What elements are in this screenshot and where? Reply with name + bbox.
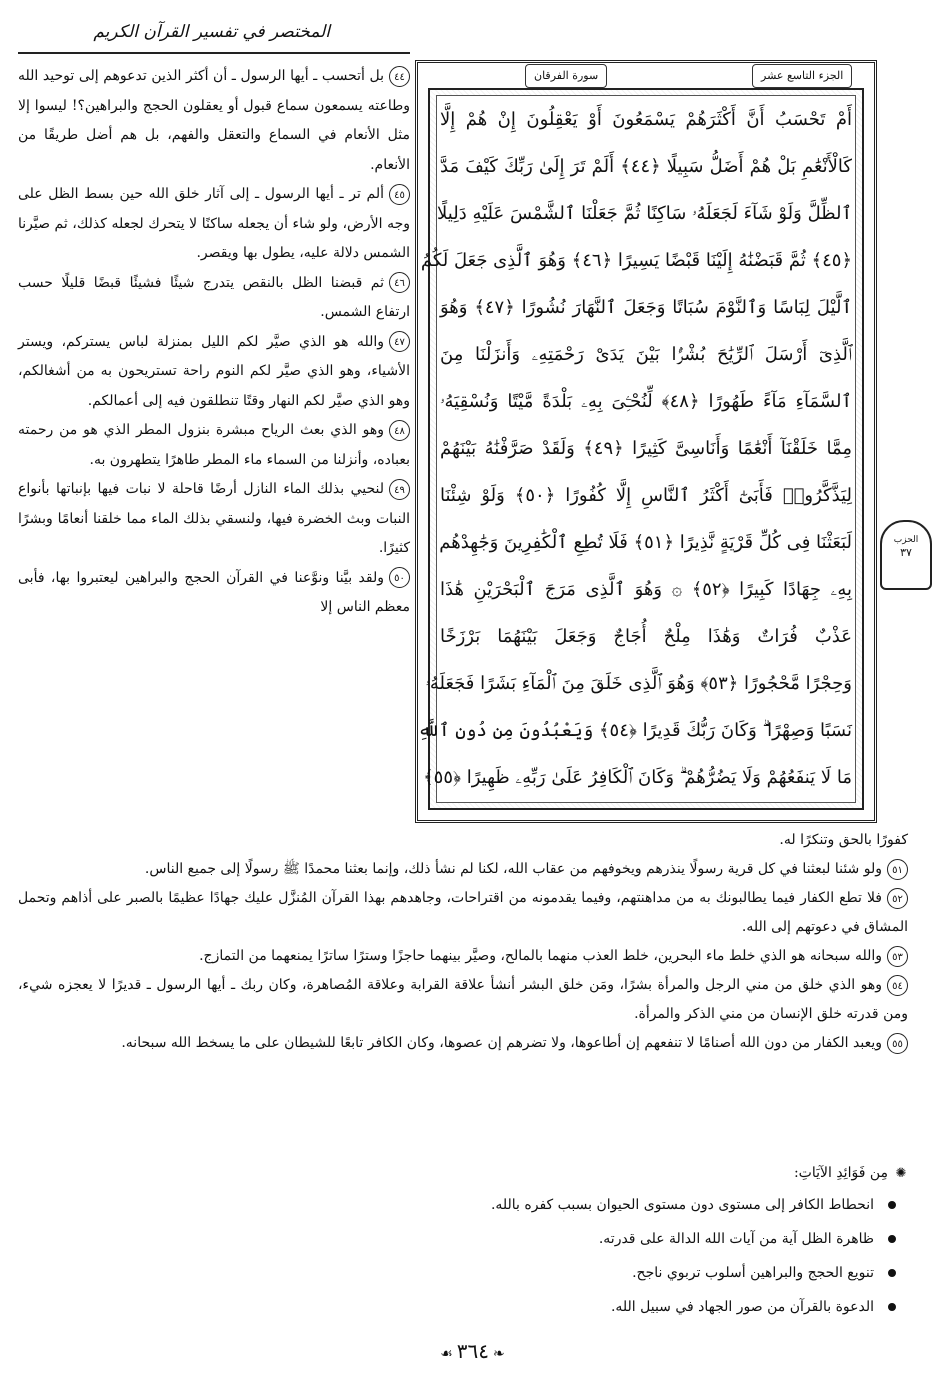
bullet-icon <box>888 1235 896 1243</box>
mushaf-line: بِهِۦ جِهَادًا كَبِيرًا ﴿٥٢﴾ ۞ وَهُوَ ٱلَّذِى مَرَجَ ٱلْبَحْرَيْنِ هَٰذَا <box>440 579 852 600</box>
mushaf-line: عَذْبٌ فُرَاتٌ وَهَٰذَا مِلْحٌ أُجَاجٌ وَجَعَلَ بَيْنَهُمَا بَرْزَخًا <box>440 626 852 647</box>
star-ornament-icon: ✺ <box>895 1166 907 1181</box>
tafsir-paragraph <box>18 269 410 328</box>
tafsir-text: ألم تر ـ أيها الرسول ـ إلى آثار خلق الله حين بسط الظل على وجه الأرض، ولو شاء أن يجعله ساكنًا لا يتحرك لجعله كذلك، ثم صيَّرنا الشمس دلالة عليه، يطول بها ويقصر. <box>18 186 410 261</box>
tafsir-text: فلا تطع الكفار فيما يطالبونك به من مداهنتهم، وفيما يقدمونه من اقتراحات، وجاهدهم بهذا القرآن المُنزَّل عليك جهادًا عظيمًا بالصبر على أذاهم وتحمل المشاق في دعوتهم إلى الله. <box>18 890 908 935</box>
mushaf-line: ٱلسَّمَآءِ مَآءً طَهُورًا ﴿٤٨﴾ لِّنُحْـِۧىَ بِهِۦ بَلْدَةً مَّيْتًا وَنُسْقِيَهُۥ <box>440 391 852 412</box>
header-divider <box>18 52 410 54</box>
tafsir-text: بل أتحسب ـ أيها الرسول ـ أن أكثر الذين تدعوهم إلى توحيد الله وطاعته يسمعون سماع قبول أو يعقلون الحجج والبراهين؟! ليسوا إلا مثل الأنعام في السماع والتعقل والفهم، بل هم أضل طريقًا من الأنعام. <box>18 68 410 173</box>
hizb-number: ٣٧ <box>900 546 912 559</box>
tafsir-column <box>18 62 410 824</box>
mushaf-line: مِمَّا خَلَقْنَآ أَنْعَٰمًا وَأَنَاسِىَّ كَثِيرًا ﴿٤٩﴾ وَلَقَدْ صَرَّفْنَٰهُ بَيْنَهُمْ <box>440 438 852 459</box>
tafsir-text: وهو الذي خلق من مني الرجل والمرأة بشرًا، ومَن خلق البشر أنشأ علاقة القرابة وعلاقة المُصاهرة، وكان ربك ـ أيها الرسول ـ قديرًا لا يعجزه شيء، ومن قدرته خلق الإنسان من مني الذكر والمرأة. <box>18 977 908 1022</box>
benefits-section <box>18 1158 908 1330</box>
tafsir-paragraph <box>18 416 410 475</box>
tafsir-paragraph <box>18 942 908 971</box>
tafsir-text: ويعبد الكفار من دون الله أصنامًا لا تنفعهم إن أطاعوها، ولا تضرهم إن عصوها، وكان الكافر تابعًا للشيطان على ما يسخط الله سبحانه. <box>121 1035 882 1051</box>
mushaf-text <box>417 96 852 800</box>
verse-number-badge: ٤٥ <box>389 184 410 205</box>
verse-number-badge: ٥٣ <box>887 946 908 967</box>
benefits-title: مِن فَوَائِدِ الآيَاتِ: <box>793 1165 888 1181</box>
juz-label: الجزء التاسع عشر <box>752 64 852 88</box>
tafsir-text: كفورًا بالحق وتنكرًا له. <box>779 832 908 848</box>
verse-number-badge: ٤٨ <box>389 420 410 441</box>
bullet-icon <box>888 1303 896 1311</box>
book-title: المختصر في تفسير القرآن الكريم <box>93 22 330 42</box>
tafsir-text: ولقد بيَّنا ونوَّعنا في القرآن الحجج والبراهين ليعتبروا بها، فأبى معظم الناس إلا <box>18 569 410 615</box>
hizb-marker-icon <box>880 520 932 590</box>
tafsir-full-width <box>18 826 908 1156</box>
mushaf-line: لَبَعَثْنَا فِى كُلِّ قَرْيَةٍ نَّذِيرًا ﴿٥١﴾ فَلَا تُطِعِ ٱلْكَٰفِرِينَ وَجَٰهِدْهُم <box>439 532 852 553</box>
bullet-icon <box>888 1201 896 1209</box>
tafsir-paragraph <box>18 328 410 417</box>
bullet-icon <box>888 1269 896 1277</box>
benefit-item <box>18 1188 908 1222</box>
tafsir-paragraph <box>18 475 410 564</box>
mushaf-line: نَسَبًا وَصِهْرًا ۗ وَكَانَ رَبُّكَ قَدِيرًا ﴿٥٤﴾ وَيَعْبُدُونَ مِن دُونِ ٱللَّهِ <box>417 720 852 741</box>
verse-number-badge: ٤٧ <box>389 331 410 352</box>
mushaf-line: ٱلظِّلَّ وَلَوْ شَآءَ لَجَعَلَهُۥ سَاكِنًا ثُمَّ جَعَلْنَا ٱلشَّمْسَ عَلَيْهِ دَلِيلًا <box>437 203 852 224</box>
verse-number-badge: ٥٢ <box>887 888 908 909</box>
verse-number-badge: ٤٦ <box>389 272 410 293</box>
mushaf-line: مَا لَا يَنفَعُهُمْ وَلَا يَضُرُّهُمْ ۗ وَكَانَ ٱلْكَافِرُ عَلَىٰ رَبِّهِۦ ظَهِيرًا ﴿٥٥﴾ <box>423 767 852 788</box>
benefit-item <box>18 1290 908 1324</box>
tafsir-text: ثم قبضنا الظل بالنقص يتدرج شيئًا فشيئًا قبضًا قليلًا حسب ارتفاع الشمس. <box>18 274 410 320</box>
ornament-icon: ☙ <box>440 1346 453 1362</box>
hizb-label: الحزب <box>893 535 919 545</box>
ornament-icon: ❧ <box>493 1346 505 1362</box>
mushaf-line: ٱلَّيْلَ لِبَاسًا وَٱلنَّوْمَ سُبَاتًا وَجَعَلَ ٱلنَّهَارَ نُشُورًا ﴿٤٧﴾ وَهُوَ <box>440 297 852 318</box>
verse-number-badge: ٤٩ <box>389 479 410 500</box>
mushaf-line: أَمْ تَحْسَبُ أَنَّ أَكْثَرَهُمْ يَسْمَعُونَ أَوْ يَعْقِلُونَ إِنْ هُمْ إِلَّا <box>440 109 852 130</box>
tafsir-text: لنحيي بذلك الماء النازل أرضًا قاحلة لا نبات فيها بإنباتها بأنواع النبات وبث الخضرة فيها، ولنسقي بذلك الماء مما خلقنا أنعامًا وبشرًا كثيرًا. <box>18 481 410 556</box>
tafsir-paragraph <box>18 971 908 1029</box>
tafsir-paragraph <box>18 180 410 269</box>
mushaf-line: ٱلَّذِىٓ أَرْسَلَ ٱلرِّيَٰحَ بُشْرًۢا بَيْنَ يَدَىْ رَحْمَتِهِۦ وَأَنزَلْنَا مِنَ <box>440 344 852 365</box>
tafsir-text: وهو الذي بعث الرياح مبشرة بنزول المطر الذي هو من رحمته بعباده، وأنزلنا من السماء ماء المطر طاهرًا يتطهرون به. <box>18 422 410 468</box>
tafsir-paragraph <box>18 884 908 942</box>
verse-number-badge: ٥٥ <box>887 1033 908 1054</box>
page-number <box>405 1336 540 1366</box>
page-number-text: ٣٦٤ <box>456 1339 490 1363</box>
tafsir-text: والله سبحانه هو الذي خلط ماء البحرين، خلط العذب منهما بالمالح، وصيَّر بينهما حاجزًا وسترًا ساترًا يمنعهما من التمازج. <box>199 948 882 964</box>
verse-number-badge: ٤٤ <box>389 66 410 87</box>
tafsir-paragraph <box>18 564 410 623</box>
tafsir-text: ولو شئنا لبعثنا في كل قرية رسولًا ينذرهم ويخوفهم من عقاب الله، لكنا لم نشأ ذلك، وإنما بعثنا محمدًا ﷺ رسولًا إلى جميع الناس. <box>144 861 882 877</box>
benefit-item <box>18 1222 908 1256</box>
benefit-text: الدعوة بالقرآن من صور الجهاد في سبيل الله. <box>610 1299 874 1315</box>
benefit-text: ظاهرة الظل آية من آيات الله الدالة على قدرته. <box>598 1231 874 1247</box>
tafsir-paragraph <box>18 855 908 884</box>
mushaf-line: كَالْأَنْعَٰمِ بَلْ هُمْ أَضَلُّ سَبِيلًا ﴿٤٤﴾ أَلَمْ تَرَ إِلَىٰ رَبِّكَ كَيْفَ مَدَّ <box>440 156 852 177</box>
tafsir-paragraph <box>18 62 410 180</box>
mushaf-line: لِيَذَّكَّرُوا۟ فَأَبَىٰٓ أَكْثَرُ ٱلنَّاسِ إِلَّا كُفُورًا ﴿٥٠﴾ وَلَوْ شِئْنَا <box>440 485 852 506</box>
benefit-text: انحطاط الكافر إلى مستوى دون مستوى الحيوان بسبب كفره بالله. <box>490 1197 874 1213</box>
tafsir-text: والله هو الذي صيَّر لكم الليل بمنزلة لباس يستركم، ويستر الأشياء، وهو الذي صيَّر لكم النوم راحة تستريحون به من أشغالكم، وهو الذي صيَّر لكم النهار وقتًا تنطلقون فيه إلى أعمالكم. <box>18 333 410 409</box>
verse-number-badge: ٥٤ <box>887 975 908 996</box>
verse-number-badge: ٥١ <box>887 859 908 880</box>
tafsir-paragraph <box>18 1029 908 1058</box>
benefit-item <box>18 1256 908 1290</box>
surah-label: سورة الفرقان <box>525 64 607 88</box>
benefit-text: تنويع الحجج والبراهين أسلوب تربوي ناجح. <box>632 1265 874 1281</box>
mushaf-line: وَحِجْرًا مَّحْجُورًا ﴿٥٣﴾ وَهُوَ ٱلَّذِى خَلَقَ مِنَ ٱلْمَآءِ بَشَرًا فَجَعَلَهُۥ <box>425 673 852 694</box>
verse-number-badge: ٥٠ <box>389 567 410 588</box>
benefits-heading <box>18 1158 908 1188</box>
mushaf-line: ﴿٤٥﴾ ثُمَّ قَبَضْنَٰهُ إِلَيْنَا قَبْضًا يَسِيرًا ﴿٤٦﴾ وَهُوَ ٱلَّذِى جَعَلَ لَكُمُ <box>420 250 852 271</box>
tafsir-continuation <box>18 826 908 855</box>
